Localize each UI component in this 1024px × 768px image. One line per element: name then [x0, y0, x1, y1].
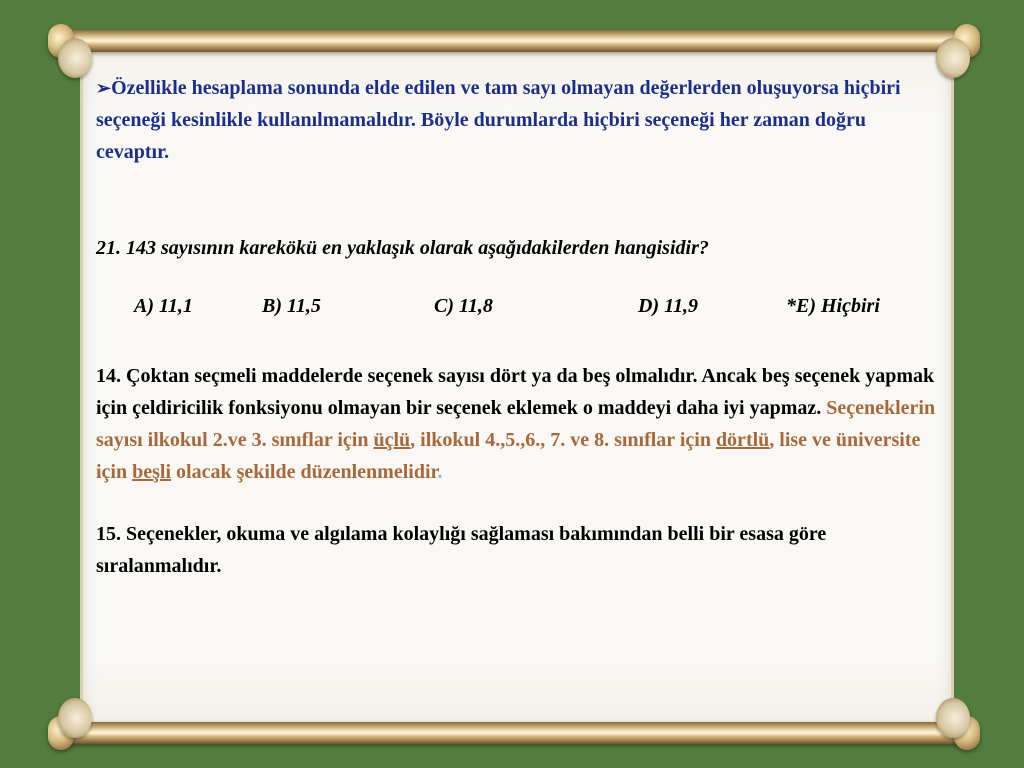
item-14-brown-text-4: olacak şekilde düzenlenmelidir	[171, 461, 438, 483]
option-e: *E) Hiçbiri	[786, 295, 880, 317]
item-14-trailing-period: .	[437, 461, 443, 483]
arrow-bullet-icon: ➢	[96, 78, 112, 98]
item-14-black-text: 14. Çoktan seçmeli maddelerde seçenek sayısı dört ya da beş olmalıdır. Ancak beş seçenek yapmak için çeldiricilik fonksiyonu olmayan bir seçenek eklemek o maddeyi daha iyi yapmaz.	[96, 365, 935, 419]
option-a: A) 11,1	[134, 295, 193, 317]
intro-text: Özellikle hesaplama sonunda elde edilen ve tam sayı olmayan değerlerden oluşuyorsa hiçbiri seçeneği kesinlikle kullanılmamalıdır. Böyle durumlarda hiçbiri seçeneği her zaman doğru cevaptır.	[96, 77, 901, 163]
answer-options	[96, 290, 936, 322]
scroll-curl-bottom-right	[936, 698, 970, 738]
intro-paragraph	[96, 72, 936, 168]
scroll-curl-top-left	[58, 38, 92, 78]
option-c: C) 11,8	[434, 295, 493, 317]
item-15-paragraph: 15. Seçenekler, okuma ve algılama kolaylığı sağlaması bakımından belli bir esasa göre sıralanmalıdır.	[96, 523, 827, 577]
option-b: B) 11,5	[262, 295, 321, 317]
scroll-top-rod	[52, 30, 976, 52]
question-text: 21. 143 sayısının karekökü en yaklaşık olarak aşağıdakilerden hangisidir?	[96, 237, 709, 259]
item-14-brown-text-1: Seçeneklerin sayısı ilkokul 2.ve 3. sınıflar için	[96, 397, 936, 451]
item-14-brown-text-3: , lise ve üniversite için	[96, 429, 921, 483]
option-d: D) 11,9	[638, 295, 698, 317]
scroll-bottom-rod	[52, 722, 976, 744]
item-14-underline-dortlu: dörtlü	[715, 429, 770, 451]
scroll-curl-top-right	[936, 38, 970, 78]
item-14-underline-besli: beşli	[132, 461, 172, 483]
slide-content	[96, 72, 936, 582]
item-14-paragraph	[96, 360, 936, 488]
scroll-curl-bottom-left	[58, 698, 92, 738]
item-14-underline-ucl: üçlü	[373, 429, 411, 451]
item-14-brown-text-2: , ilkokul 4.,5.,6., 7. ve 8. sınıflar için	[410, 429, 716, 451]
